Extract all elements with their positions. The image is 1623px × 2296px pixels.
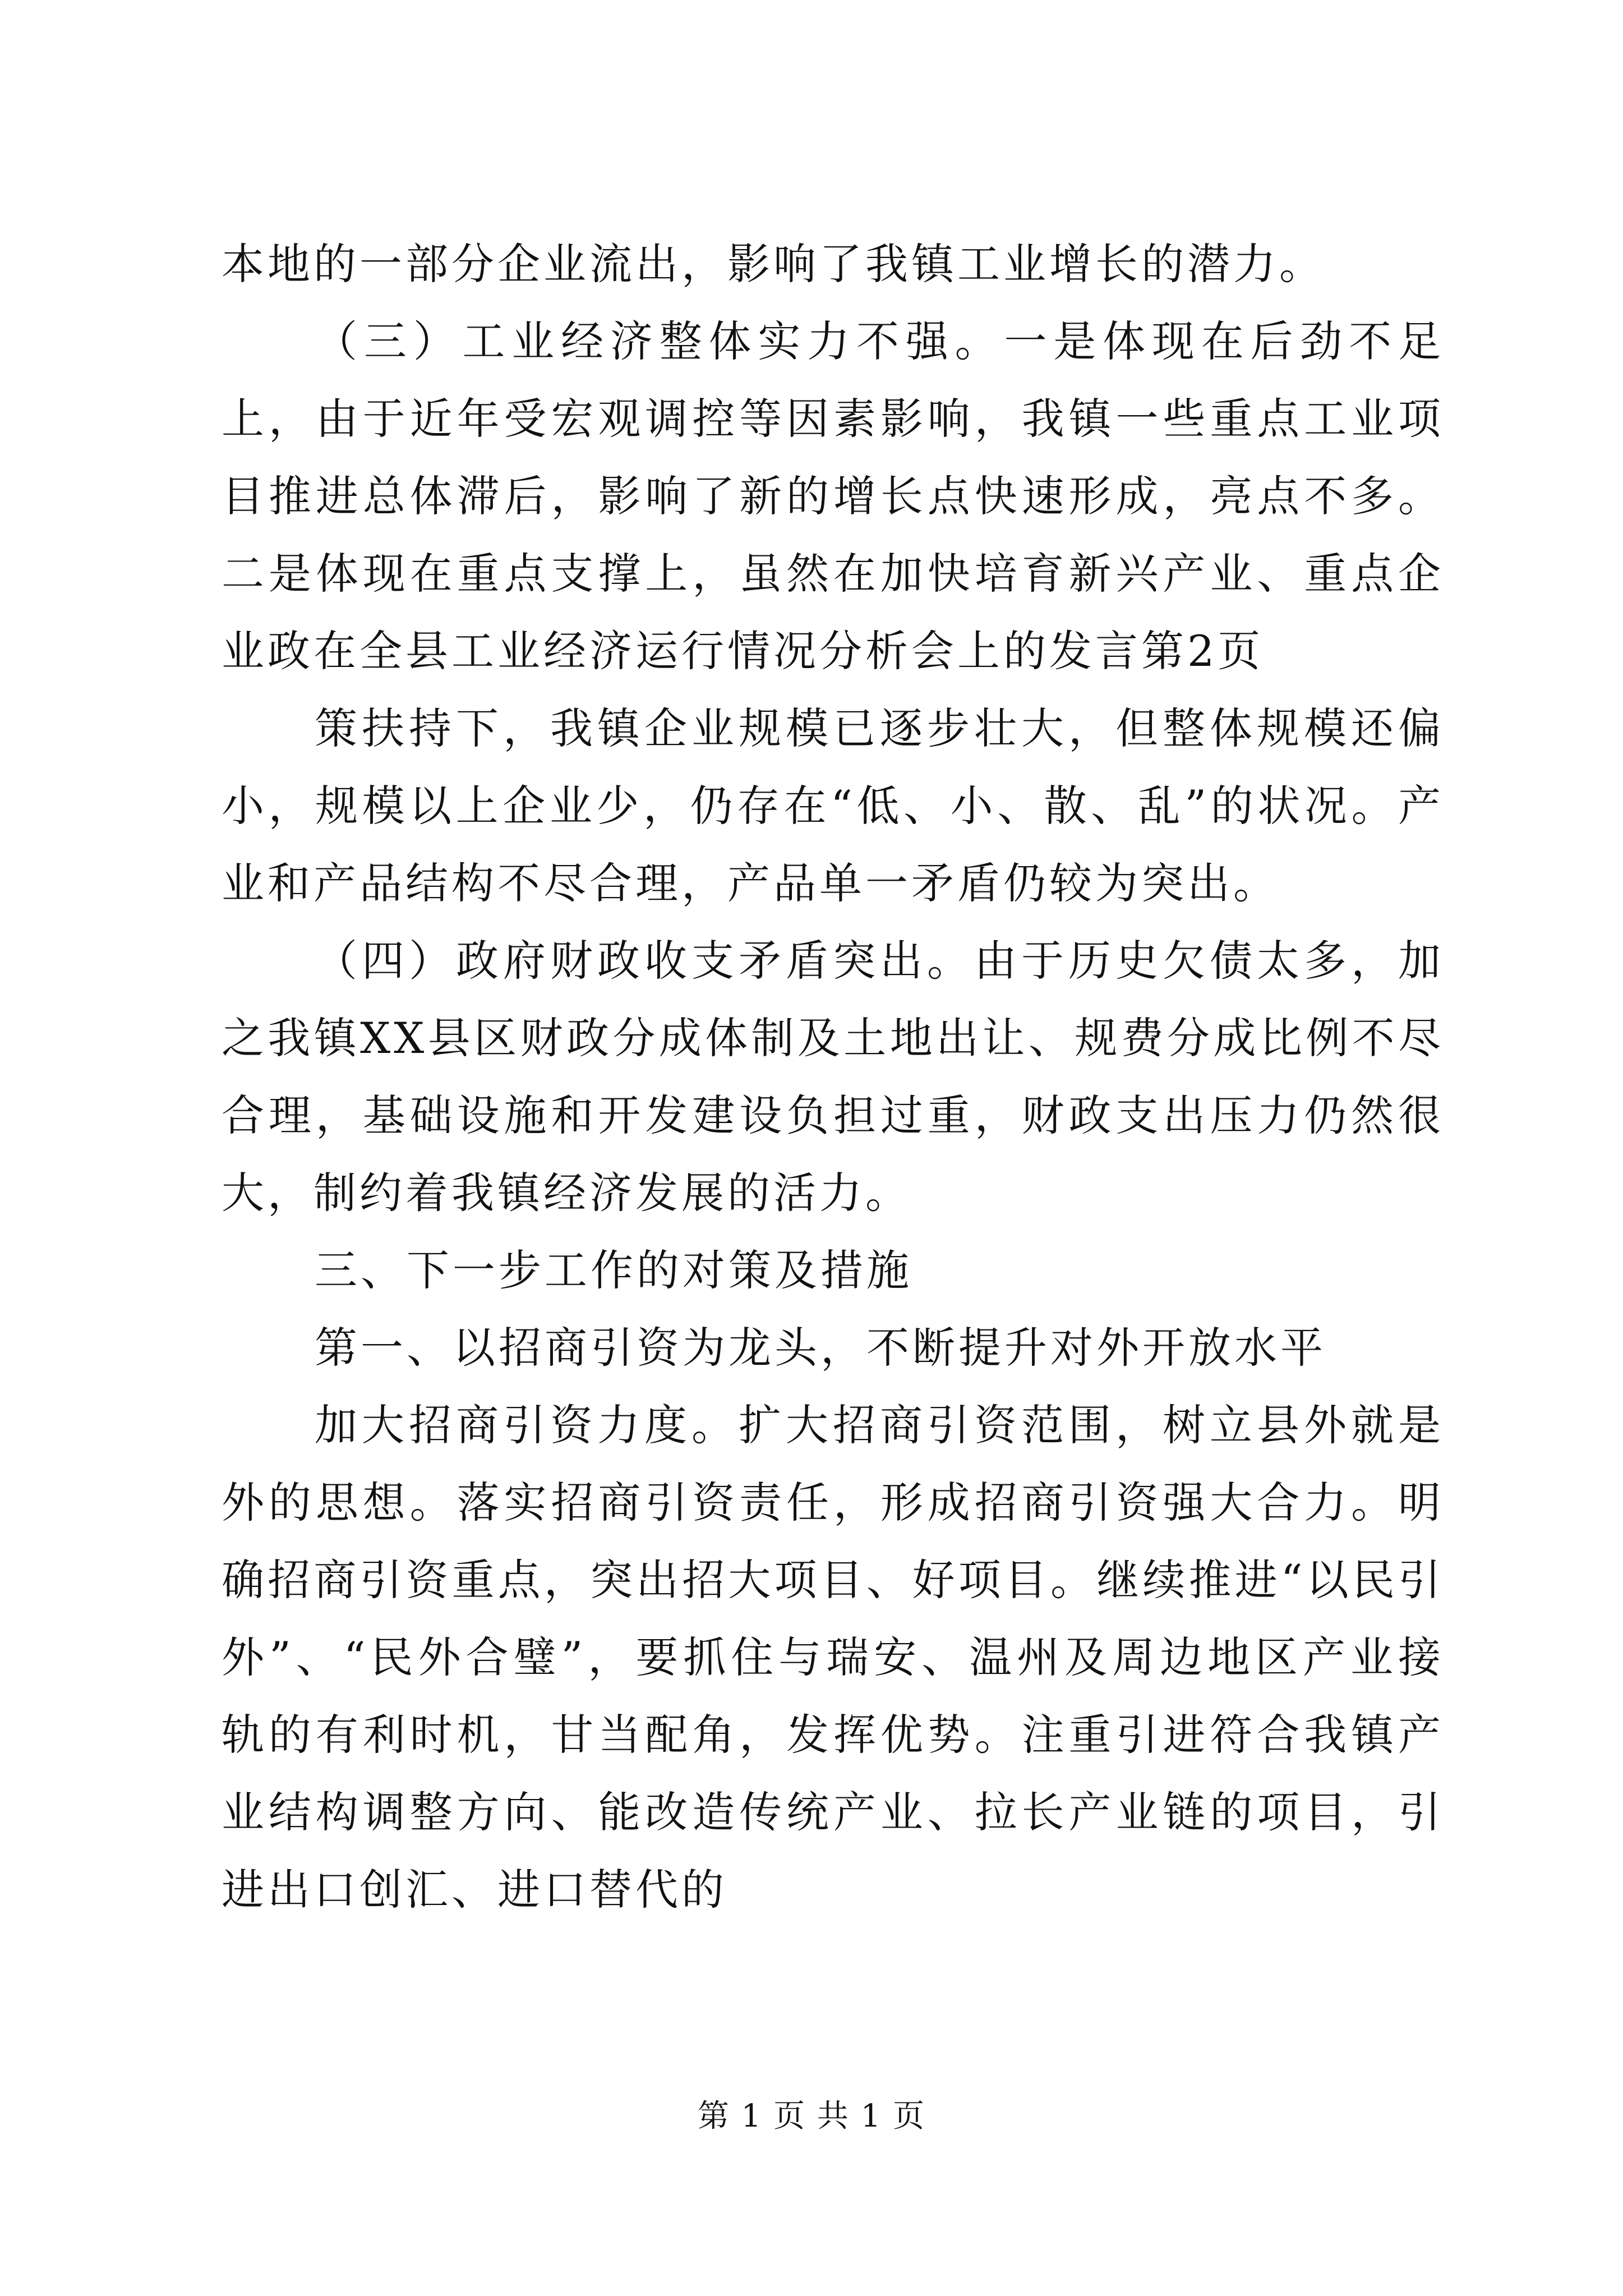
subheading-investment: 第一、以招商引资为龙头，不断提升对外开放水平 — [315, 1323, 1326, 1373]
page-footer: 第 1 页 共 1 页 — [697, 2098, 926, 2134]
paragraph-section-3: （三）工业经济整体实力不强。一是体现在后劲不足上，由于近年受宏观调控等因素影响，我镇一些重点工业项目推进总体滞后，影响了新的增长点快速形成，亮点不多。二是体现在重点支撑上，虽然在加快培育新兴产业、重点企业政在全县工业经济运行情况分析会上的发言第2页 — [222, 316, 1444, 676]
paragraph-section-4: （四）政府财政收支矛盾突出。由于历史欠债太多，加之我镇XX县区财政分成体制及土地出让、规费分成比例不尽合理，基础设施和开发建设负担过重，财政支出压力仍然很大，制约着我镇经济发展的活力。 — [222, 936, 1444, 1218]
paragraph-section-3-continued: 策扶持下，我镇企业规模已逐步壮大，但整体规模还偏小，规模以上企业少，仍存在“低、小、散、乱”的状况。产业和产品结构不尽合理，产品单一矛盾仍较为突出。 — [222, 703, 1444, 908]
document-body — [222, 226, 1444, 1929]
paragraph-investment: 加大招商引资力度。扩大招商引资范围，树立县外就是外的思想。落实招商引资责任，形成招商引资强大合力。明确招商引资重点，突出招大项目、好项目。继续推进“以民引外”、“民外合璧”，要抓住与瑞安、温州及周边地区产业接轨的有利时机，甘当配角，发挥优势。注重引进符合我镇产业结构调整方向、能改造传统产业、拉长产业链的项目，引进出口创汇、进口替代的 — [222, 1400, 1444, 1915]
heading-countermeasures: 三、下一步工作的对策及措施 — [315, 1245, 912, 1295]
paragraph-continuation: 本地的一部分企业流出，影响了我镇工业增长的潜力。 — [222, 239, 1325, 289]
